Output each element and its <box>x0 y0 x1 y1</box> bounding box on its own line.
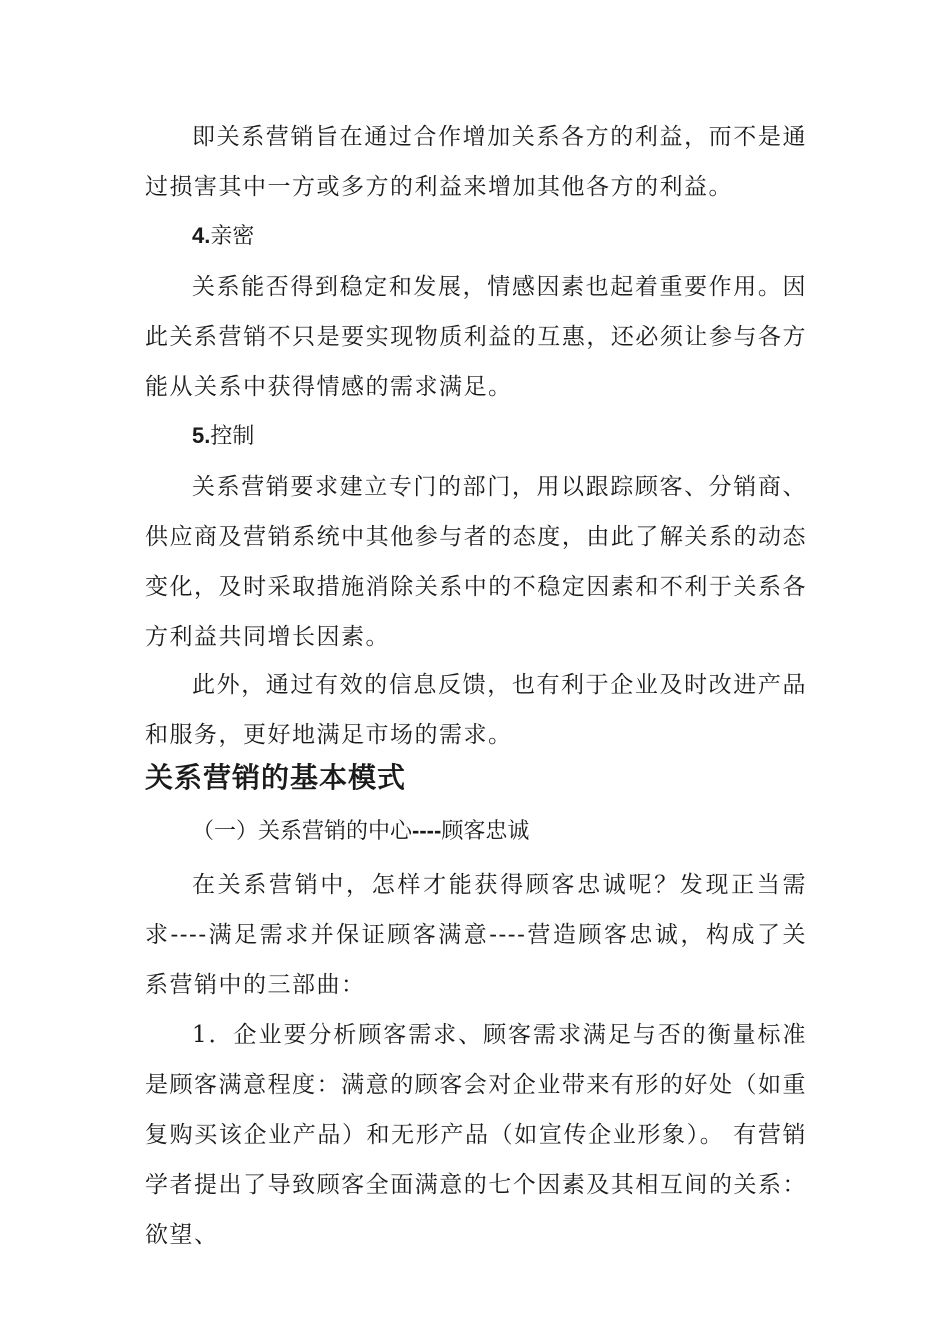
subsection-suffix: 顾客忠诚 <box>441 819 530 844</box>
subsection-heading <box>192 816 529 847</box>
paragraph-mutual-benefit: 即关系营销旨在通过合作增加关系各方的利益，而不是通过损害其中一方或多方的利益来增加其他各方的利益。 <box>145 124 807 200</box>
subsection-prefix: （一）关系营销的中心 <box>192 819 413 844</box>
paragraph-control: 关系营销要求建立专门的部门，用以跟踪顾客、分销商、供应商及营销系统中其他参与者的态度，由此了解关系的动态变化，及时采取措施消除关系中的不稳定因素和不利于关系各方利益共同增长因素。 <box>145 474 807 650</box>
heading-intimacy <box>192 221 254 252</box>
section-title: 关系营销的基本模式 <box>145 761 407 794</box>
heading-control-number: 5. <box>192 423 211 448</box>
heading-intimacy-number: 4. <box>192 223 211 248</box>
paragraph-intimacy: 关系能否得到稳定和发展，情感因素也起着重要作用。因此关系营销不只是要实现物质利益的互惠，还必须让参与各方能从关系中获得情感的需求满足。 <box>145 274 807 400</box>
paragraph-customer-needs: 1．企业要分析顾客需求、顾客需求满足与否的衡量标准是顾客满意程度：满意的顾客会对企业带来有形的好处（如重复购买该企业产品）和无形产品（如宣传企业形象）。 有营销学者提出了导致顾客全面满意的七个因素及其相互间的关系：欲望、 <box>145 1022 807 1248</box>
subsection-dash: ---- <box>412 818 442 843</box>
paragraph-feedback: 此外，通过有效的信息反馈，也有利于企业及时改进产品和服务，更好地满足市场的需求。 <box>145 672 807 748</box>
paragraph-loyalty: 在关系营销中，怎样才能获得顾客忠诚呢？发现正当需求----满足需求并保证顾客满意----营造顾客忠诚，构成了关系营销中的三部曲： <box>145 872 807 998</box>
heading-intimacy-label: 亲密 <box>210 224 255 249</box>
heading-control <box>192 421 254 452</box>
heading-control-label: 控制 <box>210 424 255 449</box>
